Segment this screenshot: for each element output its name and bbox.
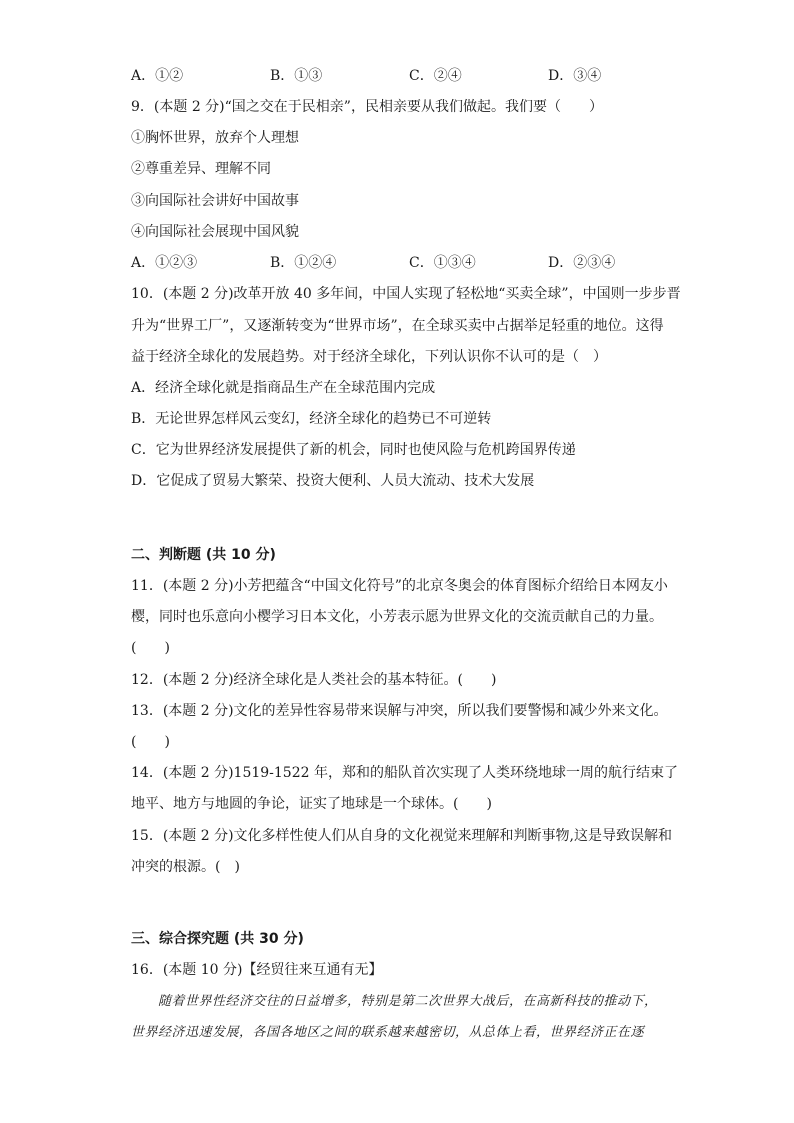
q9-option-c[interactable]: C．①③④ bbox=[409, 255, 476, 271]
section2-heading: 二、判断题 (共 10 分) bbox=[131, 547, 276, 563]
q9-item-1: ①胸怀世界，放弃个人理想 bbox=[131, 130, 299, 146]
q11-answer-blank[interactable]: ( ) bbox=[131, 640, 170, 656]
q10-option-b[interactable]: B．无论世界怎样风云变幻，经济全球化的趋势已不可逆转 bbox=[131, 411, 492, 427]
q10-option-a[interactable]: A．经济全球化就是指商品生产在全球范围内完成 bbox=[131, 380, 436, 396]
q8-option-d[interactable]: D．③④ bbox=[548, 68, 602, 84]
q9-option-a[interactable]: A．①②③ bbox=[131, 255, 198, 271]
q14-line-2: 地平、地方与地圆的争论，证实了地球是一个球体。( ) bbox=[131, 796, 492, 812]
q10-stem-line-2: 升为“世界工厂”，又逐渐转变为“世界市场”，在全球买卖中占据举足轻重的地位。这得 bbox=[131, 318, 664, 334]
q9-option-d[interactable]: D．②③④ bbox=[548, 255, 616, 271]
q8-option-a[interactable]: A．①② bbox=[131, 68, 184, 84]
q10-option-c[interactable]: C．它为世界经济发展提供了新的机会，同时也使风险与危机跨国界传递 bbox=[131, 442, 576, 458]
q9-item-4: ④向国际社会展现中国风貌 bbox=[131, 224, 299, 240]
q8-option-c[interactable]: C．②④ bbox=[409, 68, 462, 84]
q15-line-1: 15．(本题 2 分)文化多样性使人们从自身的文化视觉来理解和判断事物,这是导致误解和 bbox=[131, 828, 672, 844]
q9-options bbox=[131, 253, 691, 273]
q16-stem: 16．(本题 10 分)【经贸往来互通有无】 bbox=[131, 962, 383, 978]
q10-stem-line-1: 10．(本题 2 分)改革开放 40 多年间，中国人实现了轻松地“买卖全球”，中国则一步步晋 bbox=[131, 286, 681, 302]
q9-item-3: ③向国际社会讲好中国故事 bbox=[131, 193, 299, 209]
q8-options bbox=[131, 66, 691, 86]
q16-passage-line-2: 世界经济迅速发展，各国各地区之间的联系越来越密切，从总体上看，世界经济正在逐 bbox=[131, 1025, 645, 1040]
section3-heading: 三、综合探究题 (共 30 分) bbox=[131, 931, 304, 947]
q12-stem: 12．(本题 2 分)经济全球化是人类社会的基本特征。( ) bbox=[131, 672, 497, 688]
q15-line-2: 冲突的根源。( ) bbox=[131, 859, 240, 875]
q8-option-b[interactable]: B．①③ bbox=[270, 68, 323, 84]
q16-passage-line-1: 随着世界性经济交往的日益增多，特别是第二次世界大战后，在高新科技的推动下， bbox=[131, 994, 658, 1009]
q13-line-1: 13．(本题 2 分)文化的差异性容易带来误解与冲突，所以我们要警惕和减少外来文化。 bbox=[131, 703, 668, 719]
q14-line-1: 14．(本题 2 分)1519-1522 年，郑和的船队首次实现了人类环绕地球一周的航行结束了 bbox=[131, 765, 678, 781]
q9-item-2: ②尊重差异、理解不同 bbox=[131, 161, 271, 177]
q9-option-b[interactable]: B．①②④ bbox=[270, 255, 337, 271]
q11-line-2: 樱，同时也乐意向小樱学习日本文化，小芳表示愿为世界文化的交流贡献自己的力量。 bbox=[131, 609, 663, 625]
q11-line-1: 11．(本题 2 分)小芳把蕴含“中国文化符号”的北京冬奥会的体育图标介绍给日本网友小 bbox=[131, 578, 668, 594]
q13-answer-blank[interactable]: ( ) bbox=[131, 734, 170, 750]
q9-stem: 9．(本题 2 分)“国之交在于民相亲”，民相亲要从我们做起。我们要（ ） bbox=[131, 99, 603, 115]
q10-stem-line-3: 益于经济全球化的发展趋势。对于经济全球化，下列认识你不认可的是（ ） bbox=[131, 349, 607, 365]
q10-option-d[interactable]: D．它促成了贸易大繁荣、投资大便利、人员大流动、技术大发展 bbox=[131, 473, 535, 489]
